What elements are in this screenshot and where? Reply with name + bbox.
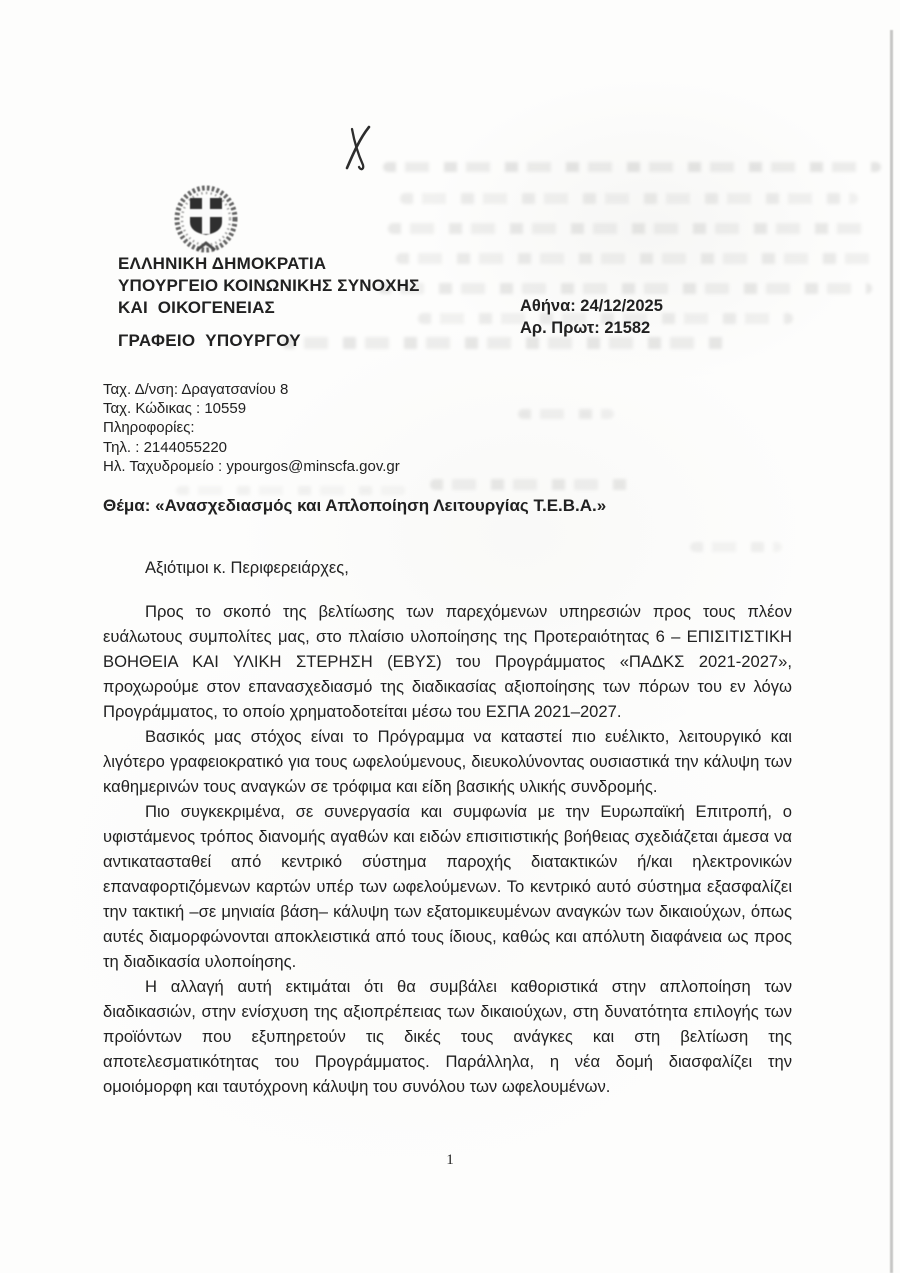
bleedthrough-smudge xyxy=(388,223,866,234)
page-number: 1 xyxy=(446,1152,454,1168)
letter-body xyxy=(103,599,792,1099)
handwritten-check-icon xyxy=(340,124,376,176)
body-paragraph: Πιο συγκεκριμένα, σε συνεργασία και συμφωνία με την Ευρωπαϊκή Επιτροπή, ο υφιστάμενος τρόπος διανομής αγαθών και ειδών επισιτιστικής βοήθειας σχεδιάζεται άμεσα να αντικατασταθεί από κεντρικό σύστημα παροχής διατακτικών ή/και ηλεκτρονικών επαναφορτιζόμενων καρτών υπέρ των ωφελούμενων. Το κεντρικό αυτό σύστημα εξασφαλίζει την τακτική –σε μηνιαία βάση– κάλυψη των εξατομικευμένων αναγκών των δικαιούχων, όπως αυτές διαμορφώνονται αποκλειστικά από τους ίδιους, καθώς και απόλυτη διαφάνεια ως προς τη διαδικασία υλοποίησης. xyxy=(103,802,792,971)
contact-line-postal-code: Ταχ. Κώδικας : 10559 xyxy=(103,400,247,418)
bleedthrough-smudge xyxy=(383,162,881,172)
bleedthrough-smudge xyxy=(396,253,876,264)
org-name-line: ΥΠΟΥΡΓΕΙΟ ΚΟΙΝΩΝΙΚΗΣ ΣΥΝΟΧΗΣ xyxy=(118,276,420,295)
contact-line-email: Ηλ. Ταχυδρομείο : ypourgos@minscfa.gov.gr xyxy=(103,457,400,475)
bleedthrough-smudge xyxy=(176,486,406,495)
org-name-line: ΕΛΛΗΝΙΚΗ ΔΗΜΟΚΡΑΤΙΑ xyxy=(118,254,327,273)
body-paragraph: Η αλλαγή αυτή εκτιμάται ότι θα συμβάλει καθοριστικά στην απλοποίηση των διαδικασιών, στην ενίσχυση της αξιοπρέπειας των δικαιούχων, στη δυνατότητα επιλογής των προϊόντων που εξυπηρετούν τις δικές τους ανάγκες και στη βελτίωση της αποτελεσματικότητας του Προγράμματος. Παράλληλα, η νέα δομή διασφαλίζει την ομοιόμορφη και ταυτόχρονη κάλυψη του συνόλου των ωφελουμένων. xyxy=(103,977,792,1096)
contact-line-address: Ταχ. Δ/νση: Δραγατσανίου 8 xyxy=(103,381,289,398)
contact-line-telephone: Τηλ. : 2144055220 xyxy=(103,438,227,456)
protocol-number-line: Αρ. Πρωτ: 21582 xyxy=(520,319,651,337)
contact-block xyxy=(103,380,400,476)
greek-coat-of-arms-icon xyxy=(162,183,250,257)
bleedthrough-smudge xyxy=(400,193,858,204)
date-protocol-block xyxy=(520,295,663,339)
subject-line: Θέμα: «Ανασχεδιασμός και Απλοποίηση Λειτουργίας Τ.Ε.Β.Α.» xyxy=(103,496,607,515)
ministry-header xyxy=(118,253,420,319)
bleedthrough-smudge xyxy=(518,409,614,419)
salutation: Αξιότιμοι κ. Περιφερειάρχες, xyxy=(145,559,349,577)
body-paragraph: Βασικός μας στόχος είναι το Πρόγραμμα να καταστεί πιο ευέλικτο, λειτουργικό και λιγότερο γραφειοκρατικό για τους ωφελούμενους, διευκολύνοντας ουσιαστικά την κάλυψη των καθημερινών τους αναγκών σε τρόφιμα και είδη βασικής υλικής συνδρομής. xyxy=(103,727,792,796)
date-line: Αθήνα: 24/12/2025 xyxy=(520,297,663,315)
org-name-line: ΚΑΙ ΟΙΚΟΓΕΝΕΙΑΣ xyxy=(118,298,275,317)
bleedthrough-smudge xyxy=(430,479,635,490)
contact-line-information: Πληροφορίες: xyxy=(103,419,195,437)
office-title: ΓΡΑΦΕΙΟ ΥΠΟΥΡΓΟΥ xyxy=(118,331,301,350)
body-paragraph: Προς το σκοπό της βελτίωσης των παρεχόμενων υπηρεσιών προς τους πλέον ευάλωτους συμπολίτες μας, στο πλαίσιο υλοποίησης της Προτεραιότητας 6 – ΕΠΙΣΙΤΙΣΤΙΚΗ ΒΟΗΘΕΙΑ ΚΑΙ ΥΛΙΚΗ ΣΤΕΡΗΣΗ (ΕΒΥΣ) του Προγράμματος «ΠΑΔΚΣ 2021-2027», προχωρούμε στον επανασχεδιασμό της διαδικασίας αξιοποίησης των πόρων του εν λόγω Προγράμματος, το οποίο χρηματοδοτείται μέσω του ΕΣΠΑ 2021–2027. xyxy=(103,602,792,721)
bleedthrough-smudge xyxy=(690,542,782,552)
scan-edge-artifact xyxy=(890,30,893,1273)
bleedthrough-smudge xyxy=(378,283,872,294)
